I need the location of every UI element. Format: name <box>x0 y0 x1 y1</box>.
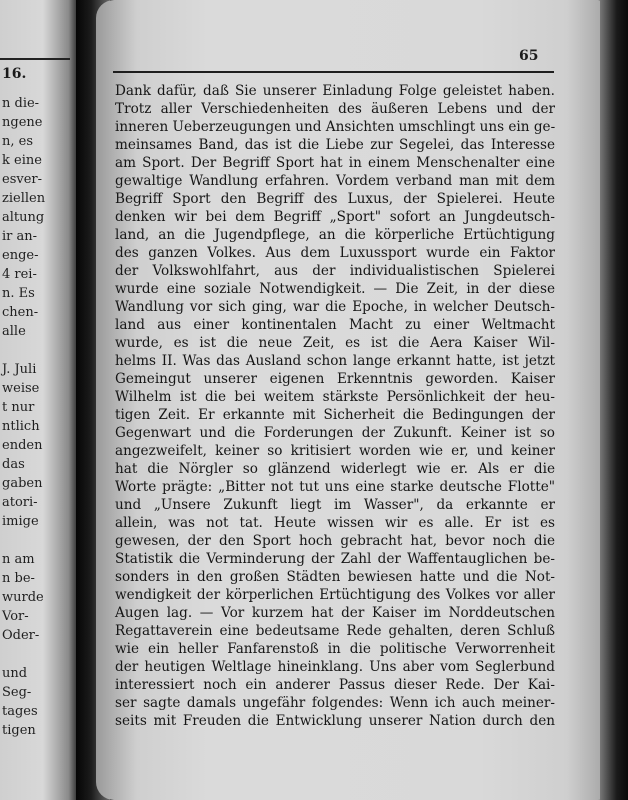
page-edge-shadow <box>600 0 628 800</box>
text-line: am Sport. Der Begriff Sport hat in einem Menschenalter eine <box>115 155 555 171</box>
text-line: und „Unsere Zukunft liegt im Wasser", da erkannte er <box>115 497 555 513</box>
left-fragment: Oder- <box>2 628 40 643</box>
left-fragment: imige <box>2 514 39 529</box>
left-fragment: J. Juli <box>2 362 37 377</box>
left-fragment: altung <box>2 210 45 225</box>
text-line: ser sagte damals ungefähr folgendes: Wenn ich auch meiner- <box>115 695 555 711</box>
header-rule <box>113 71 554 73</box>
left-fragment: und <box>2 666 28 681</box>
text-line: interessiert noch ein anderer Passus dieser Rede. Der Kai- <box>115 677 555 693</box>
text-line: helms II. Was das Ausland schon lange erkannt hatte, ist jetzt <box>115 353 555 369</box>
text-line: sonders in den großen Städten bewiesen hatte und die Not- <box>115 569 555 585</box>
left-fragment: n am <box>2 552 35 567</box>
left-fragment: Seg- <box>2 685 32 700</box>
text-line: wurde, es ist die neue Zeit, es ist die Aera Kaiser Wil- <box>115 335 555 351</box>
left-fragment: enge- <box>2 248 39 263</box>
left-fragment: enden <box>2 438 43 453</box>
text-line: hat die Nörgler so glänzend widerlegt wie er. Als er die <box>115 461 555 477</box>
left-page <box>0 0 78 800</box>
left-fragment: weise <box>2 381 40 396</box>
left-fragment: n. Es <box>2 286 35 301</box>
text-line: land, an die Jugendpflege, an die körperliche Ertüchtigung <box>115 227 555 243</box>
left-fragment: das <box>2 457 25 472</box>
text-line: Gemeingut unserer eigenen Erkenntnis geworden. Kaiser <box>115 371 555 387</box>
left-fragment: ir an- <box>2 229 38 244</box>
text-line: angezweifelt, keiner so kritisiert worden wie er, und keiner <box>115 443 555 459</box>
text-line: Dank dafür, daß Sie unserer Einladung Folge geleistet haben. <box>115 83 555 99</box>
text-line: Trotz aller Verschiedenheiten des äußeren Lebens und der <box>115 101 555 117</box>
text-line: land aus einer kontinentalen Macht zu einer Weltmacht <box>115 317 555 333</box>
text-line: Wandlung vor sich ging, war die Epoche, in welcher Deutsch- <box>115 299 555 315</box>
text-line: Regattaverein eine bedeutsame Rede gehalten, deren Schluß <box>115 623 555 639</box>
text-line: allein, was not tat. Heute wissen wir es alle. Er ist es <box>115 515 555 531</box>
text-line: denken wir bei dem Begriff „Sport" sofort an Jungdeutsch- <box>115 209 555 225</box>
text-line: Worte prägte: „Bitter not tut uns eine starke deutsche Flotte" <box>115 479 555 495</box>
left-fragment: n be- <box>2 571 35 586</box>
left-fragment: ziellen <box>2 191 46 206</box>
left-fragment: chen- <box>2 305 39 320</box>
left-fragment: tages <box>2 704 38 719</box>
left-fragment: atori- <box>2 495 38 510</box>
left-fragment: n die- <box>2 96 40 111</box>
text-line: Statistik die Verminderung der Zahl der Waffentauglichen be- <box>115 551 555 567</box>
left-page-number: 16. <box>2 66 27 82</box>
left-fragment: ngene <box>2 115 43 130</box>
text-line: wie ein heller Fanfarenstoß in die politische Verworrenheit <box>115 641 555 657</box>
left-fragment: tigen <box>2 723 36 738</box>
page-number: 65 <box>519 48 539 64</box>
text-line: Gegenwart und die Forderungen der Zukunft. Keiner ist so <box>115 425 555 441</box>
left-fragment: k eine <box>2 153 42 168</box>
text-line: inneren Ueberzeugungen und Ansichten umschlingt uns ein ge- <box>115 119 556 135</box>
text-line: gewesen, der den Sport hoch gebracht hat, bevor noch die <box>115 533 555 549</box>
text-line: wurde eine soziale Notwendigkeit. — Die Zeit, in der diese <box>115 281 555 297</box>
left-fragment: 4 rei- <box>2 267 37 282</box>
left-fragment: n, es <box>2 134 34 149</box>
left-fragment: alle <box>2 324 26 339</box>
text-line: Augen lag. — Vor kurzem hat der Kaiser im Norddeutschen <box>115 605 555 621</box>
text-line: Begriff Sport den Begriff des Luxus, der Spielerei. Heute <box>115 191 555 207</box>
text-line: tigen Zeit. Er erkannte mit Sicherheit die Bedingungen der <box>115 407 555 423</box>
text-line: der Volkswohlfahrt, aus der individualistischen Spielerei <box>115 263 555 279</box>
text-line: gewaltige Wandlung erfahren. Vordem verband man mit dem <box>115 173 555 189</box>
left-header-rule <box>0 58 70 60</box>
left-fragment: Vor- <box>2 609 29 624</box>
text-line: meinsames Band, das ist die Liebe zur Segelei, das Interesse <box>115 137 555 153</box>
left-fragment: esver- <box>2 172 43 187</box>
text-line: der heutigen Weltlage hineinklang. Uns aber vom Seglerbund <box>115 659 555 675</box>
text-line: des ganzen Volkes. Aus dem Luxussport wurde ein Faktor <box>115 245 555 261</box>
left-fragment: wurde <box>2 590 44 605</box>
text-line: wendigkeit der körperlichen Ertüchtigung des Volkes vor aller <box>115 587 555 603</box>
text-line: seits mit Freuden die Entwicklung unserer Nation durch den <box>115 713 555 729</box>
left-fragment: ntlich <box>2 419 40 434</box>
left-fragment: t nur <box>2 400 35 415</box>
left-fragment: gaben <box>2 476 43 491</box>
text-line: Wilhelm ist die bei weitem stärkste Persönlichkeit der heu- <box>115 389 555 405</box>
